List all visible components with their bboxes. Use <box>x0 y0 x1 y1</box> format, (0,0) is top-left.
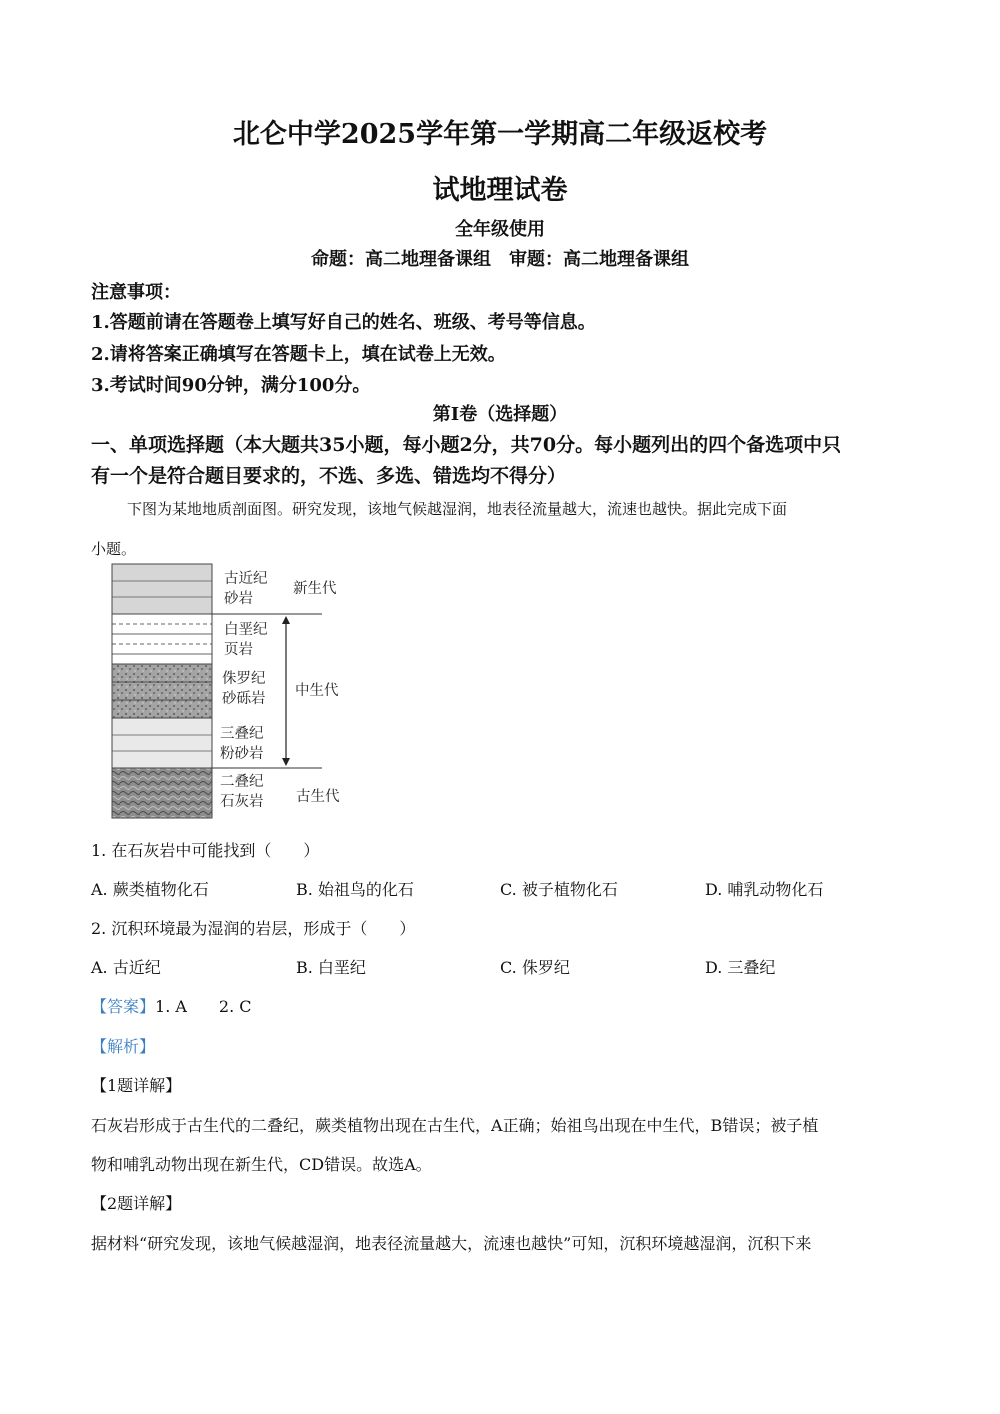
option-d: D. 三叠纪 <box>705 958 776 977</box>
era-label-paleozoic: 古生代 <box>296 789 340 805</box>
layer-rock-label: 砂岩 <box>224 591 253 607</box>
question-stem: 小题。 <box>91 540 137 558</box>
option-c: C. 侏罗纪 <box>500 958 570 977</box>
option-a: A. 古近纪 <box>91 958 161 977</box>
layer-rock-label: 砂砾岩 <box>222 691 266 707</box>
section-instruction: 一、单项选择题（本大题共35小题，每小题2分，共70分。每小题列出的四个备选项中只 <box>91 434 842 456</box>
answer-line <box>91 994 252 1017</box>
layer-rock-label: 页岩 <box>224 642 253 658</box>
q1-analysis-heading: 【1题详解】 <box>91 1076 182 1095</box>
notice-item: 3.考试时间90分钟，满分100分。 <box>91 375 371 396</box>
layer-period-label: 二叠纪 <box>220 774 264 790</box>
siltstone-layer <box>112 718 212 768</box>
layer-rock-label: 粉砂岩 <box>220 746 264 762</box>
notice-item: 2.请将答案正确填写在答题卡上，填在试卷上无效。 <box>91 344 506 365</box>
section-instruction: 有一个是符合题目要求的，不选、多选、错选均不得分） <box>91 465 567 487</box>
option-c: C. 被子植物化石 <box>500 880 618 899</box>
q1-analysis-text: 物和哺乳动物出现在新生代，CD错误。故选A。 <box>91 1155 432 1174</box>
layer-period-label: 古近纪 <box>224 571 268 587</box>
era-label-cenozoic: 新生代 <box>293 581 337 597</box>
limestone-layer <box>112 768 212 818</box>
question-stem: 下图为某地地质剖面图。研究发现，该地气候越湿润，地表径流量越大，流速也越快。据此完成下面 <box>127 500 788 518</box>
question-2-stem: 2. 沉积环境最为湿润的岩层，形成于（ ） <box>91 919 416 938</box>
volume-title: 第I卷（选择题） <box>432 404 568 425</box>
conglomerate-layer <box>112 664 212 718</box>
q2-analysis-heading: 【2题详解】 <box>91 1194 182 1213</box>
answer-tag: 【答案】 <box>91 997 156 1016</box>
authors-line: 命题：高二地理备课组 审题：高二地理备课组 <box>311 249 689 270</box>
exam-title: 北仑中学2025学年第一学期高二年级返校考 <box>232 119 768 150</box>
exam-subtitle: 试地理试卷 <box>432 175 568 206</box>
question-1-stem: 1. 在石灰岩中可能找到（ ） <box>91 841 320 860</box>
option-b: B. 白垩纪 <box>296 958 366 977</box>
sandstone-layer <box>112 564 212 614</box>
layer-period-label: 三叠纪 <box>220 726 264 742</box>
option-d: D. 哺乳动物化石 <box>705 880 824 899</box>
usage-note: 全年级使用 <box>455 219 545 240</box>
geologic-section-figure <box>100 560 370 825</box>
q2-analysis-text: 据材料“研究发现，该地气候越湿润，地表径流量越大，流速也越快”可知，沉积环境越湿润，沉积下来 <box>91 1234 812 1253</box>
answer-text: 1. A 2. C <box>155 997 252 1016</box>
layer-rock-label: 石灰岩 <box>220 794 264 810</box>
option-a: A. 蕨类植物化石 <box>91 880 209 899</box>
q1-analysis-text: 石灰岩形成于古生代的二叠纪，蕨类植物出现在古生代，A正确；始祖鸟出现在中生代，B错误；被子植 <box>91 1116 819 1135</box>
shale-layer <box>112 614 212 664</box>
era-label-mesozoic: 中生代 <box>295 683 339 699</box>
option-b: B. 始祖鸟的化石 <box>296 880 414 899</box>
layer-period-label: 侏罗纪 <box>222 671 266 687</box>
notice-heading: 注意事项： <box>91 282 181 303</box>
layer-period-label: 白垩纪 <box>224 622 268 638</box>
analysis-tag: 【解析】 <box>91 1037 156 1056</box>
notice-item: 1.答题前请在答题卷上填写好自己的姓名、班级、考号等信息。 <box>91 312 596 333</box>
